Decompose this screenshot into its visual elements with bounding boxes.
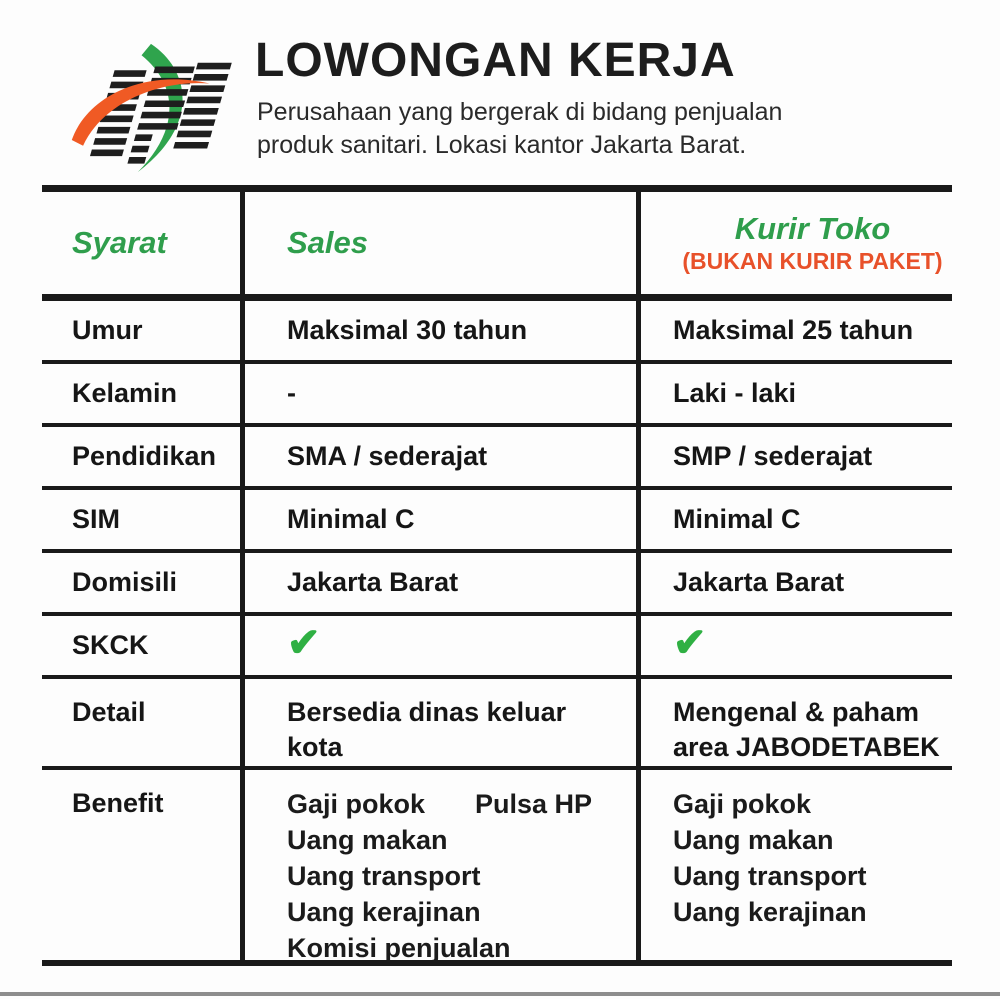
table-header-row <box>42 192 952 301</box>
kurir-value: Laki - laki <box>673 377 797 408</box>
benefit-item: Komisi penjualan <box>287 933 511 963</box>
table-row-skck <box>42 616 952 679</box>
kurir-detail: Mengenal & paham area JABODETABEK <box>673 697 940 763</box>
sales-value: Maksimal 30 tahun <box>287 314 528 345</box>
row-label: Pendidikan <box>72 440 217 471</box>
header-kurir-sublabel: (BUKAN KURIR PAKET) <box>682 248 943 275</box>
kurir-value: Maksimal 25 tahun <box>673 314 914 345</box>
table-row-benefit <box>42 770 952 963</box>
page-subtitle <box>257 96 782 162</box>
header-sales-label: Sales <box>287 225 369 260</box>
benefit-item: Uang makan <box>287 825 448 855</box>
benefit-item: Uang transport <box>673 861 867 891</box>
header-kurir <box>636 192 952 294</box>
company-logo-graphic <box>68 38 233 178</box>
benefit-item: Gaji pokok <box>287 789 426 819</box>
bottom-divider <box>0 992 1000 996</box>
kurir-value: Minimal C <box>673 503 801 534</box>
row-label: Detail <box>72 697 146 727</box>
table-row-domisili <box>42 553 952 616</box>
row-label: Benefit <box>72 788 164 818</box>
benefit-item: Uang kerajinan <box>673 897 867 927</box>
sales-value: - <box>287 377 296 408</box>
sales-detail: Bersedia dinas keluar kota <box>287 697 567 763</box>
sales-value: Jakarta Barat <box>287 566 459 597</box>
header-sales <box>240 192 636 294</box>
logo-green-swoosh <box>138 44 183 172</box>
row-label: Kelamin <box>72 377 178 408</box>
kurir-benefit-list <box>673 786 952 930</box>
benefit-item: Uang transport <box>287 861 481 891</box>
row-label: SIM <box>72 503 121 534</box>
title-block <box>255 30 782 162</box>
header-syarat-label: Syarat <box>72 225 167 260</box>
row-label: Umur <box>72 314 143 345</box>
table-row-detail <box>42 679 952 770</box>
subtitle-line-1: Perusahaan yang bergerak di bidang penjualan <box>257 98 783 127</box>
benefit-item: Gaji pokok <box>673 789 812 819</box>
table-row-umur <box>42 301 952 364</box>
table-row-pendidikan <box>42 427 952 490</box>
benefit-item: Uang kerajinan <box>287 897 481 927</box>
benefit-item: Pulsa HP <box>474 789 592 819</box>
company-logo <box>68 38 233 178</box>
header-kurir-label: Kurir Toko <box>734 211 891 247</box>
table-row-kelamin <box>42 364 952 427</box>
row-label: Domisili <box>72 566 178 597</box>
check-icon: ✔ <box>673 620 707 665</box>
sales-value: Minimal C <box>287 503 415 534</box>
poster-header <box>0 0 1000 178</box>
benefit-item: Uang makan <box>673 825 834 855</box>
subtitle-line-2: produk sanitari. Lokasi kantor Jakarta Barat. <box>257 131 747 160</box>
kurir-value: Jakarta Barat <box>673 566 845 597</box>
header-syarat <box>42 192 240 294</box>
check-icon: ✔ <box>287 620 321 665</box>
row-label: SKCK <box>72 629 149 660</box>
kurir-value: SMP / sederajat <box>673 440 873 471</box>
page-title: LOWONGAN KERJA <box>255 34 736 87</box>
sales-value: SMA / sederajat <box>287 440 488 471</box>
sales-benefit-list <box>287 786 636 966</box>
table-row-sim <box>42 490 952 553</box>
requirements-table <box>42 185 952 966</box>
